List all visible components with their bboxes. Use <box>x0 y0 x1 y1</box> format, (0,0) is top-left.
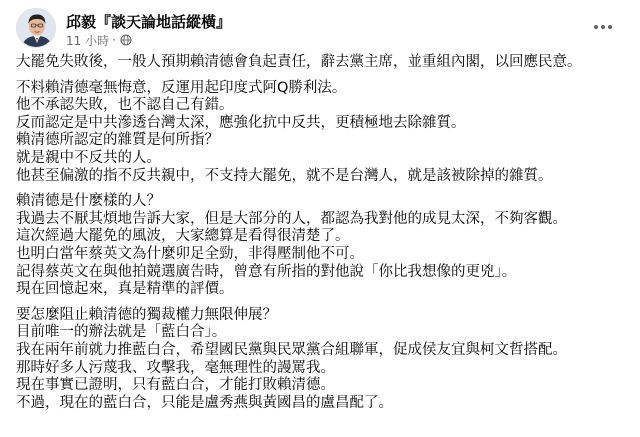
text-line: 目前唯一的辦法就是「藍白合」。 <box>16 324 227 341</box>
post-timestamp[interactable]: 11 小時 <box>66 33 110 48</box>
text-line: 不料賴清德毫無悔意，反運用起印度式阿Q勝利法。 <box>16 79 347 96</box>
paragraph-4 <box>16 307 628 413</box>
text-line: 就是親中不反共的人。 <box>16 149 161 166</box>
text-line: 賴清德是什麼樣的人？ <box>16 193 161 210</box>
text-line: 他不承認失敗，也不認自己有錯。 <box>16 97 234 114</box>
author-name[interactable]: 邱毅『談天論地話縱橫』 <box>66 13 232 31</box>
text-line: 不過，現在的藍白合，只能是盧秀燕與黃國昌的盧昌配了。 <box>16 394 393 411</box>
avatar[interactable] <box>16 8 56 48</box>
more-horizontal-icon <box>593 24 613 30</box>
text-line: 他甚至偏激的指不反共親中，不支持大罷免，就不是台灣人，就是該被除掉的雜質。 <box>16 167 553 184</box>
text-line: 我在兩年前就力推藍白合，希望國民黨與民眾黨合組聯軍，促成侯友宜與柯文哲搭配。 <box>16 341 567 358</box>
text-line: 那時好多人污蔑我、攻擊我，毫無理性的謾罵我。 <box>16 359 335 376</box>
text-line: 這次經過大罷免的風波，大家總算是看得很清楚了。 <box>16 228 350 245</box>
text-line: 現在事實已證明，只有藍白合，才能打敗賴清德。 <box>16 377 335 394</box>
text-line: 現在回憶起來，真是精準的評價。 <box>16 281 234 298</box>
text-line: 也明白當年蔡英文為什麼卯足全勁，非得壓制他不可。 <box>16 245 364 262</box>
more-options-button[interactable] <box>588 12 618 42</box>
text-line: 記得蔡英文在與他拍競選廣告時，曾意有所指的對他說「你比我想像的更兇」。 <box>16 263 517 280</box>
meta-separator: · <box>112 33 116 47</box>
avatar-portrait-icon <box>17 9 56 48</box>
text-line: 大罷免失敗後，一般人預期賴清德會負起責任，辭去黨主席，並重組內閣，以回應民意。 <box>16 54 582 70</box>
text-line: 賴清德所認定的雜質是何所指？ <box>16 132 219 149</box>
post-body <box>16 54 628 420</box>
text-line: 要怎麼阻止賴清德的獨裁權力無限伸展？ <box>16 306 277 323</box>
post-header <box>16 8 624 48</box>
paragraph-2 <box>16 80 628 186</box>
paragraph-3 <box>16 193 628 299</box>
paragraph-1 <box>16 54 628 72</box>
post-meta <box>66 32 132 48</box>
text-line: 反而認定是中共滲透台灣太深，應強化抗中反共，更積極地去除雜質。 <box>16 114 466 131</box>
globe-icon[interactable] <box>120 34 132 46</box>
text-line: 我過去不厭其煩地告訴大家，但是大部分的人，都認為我對他的成見太深，不夠客觀。 <box>16 210 567 227</box>
